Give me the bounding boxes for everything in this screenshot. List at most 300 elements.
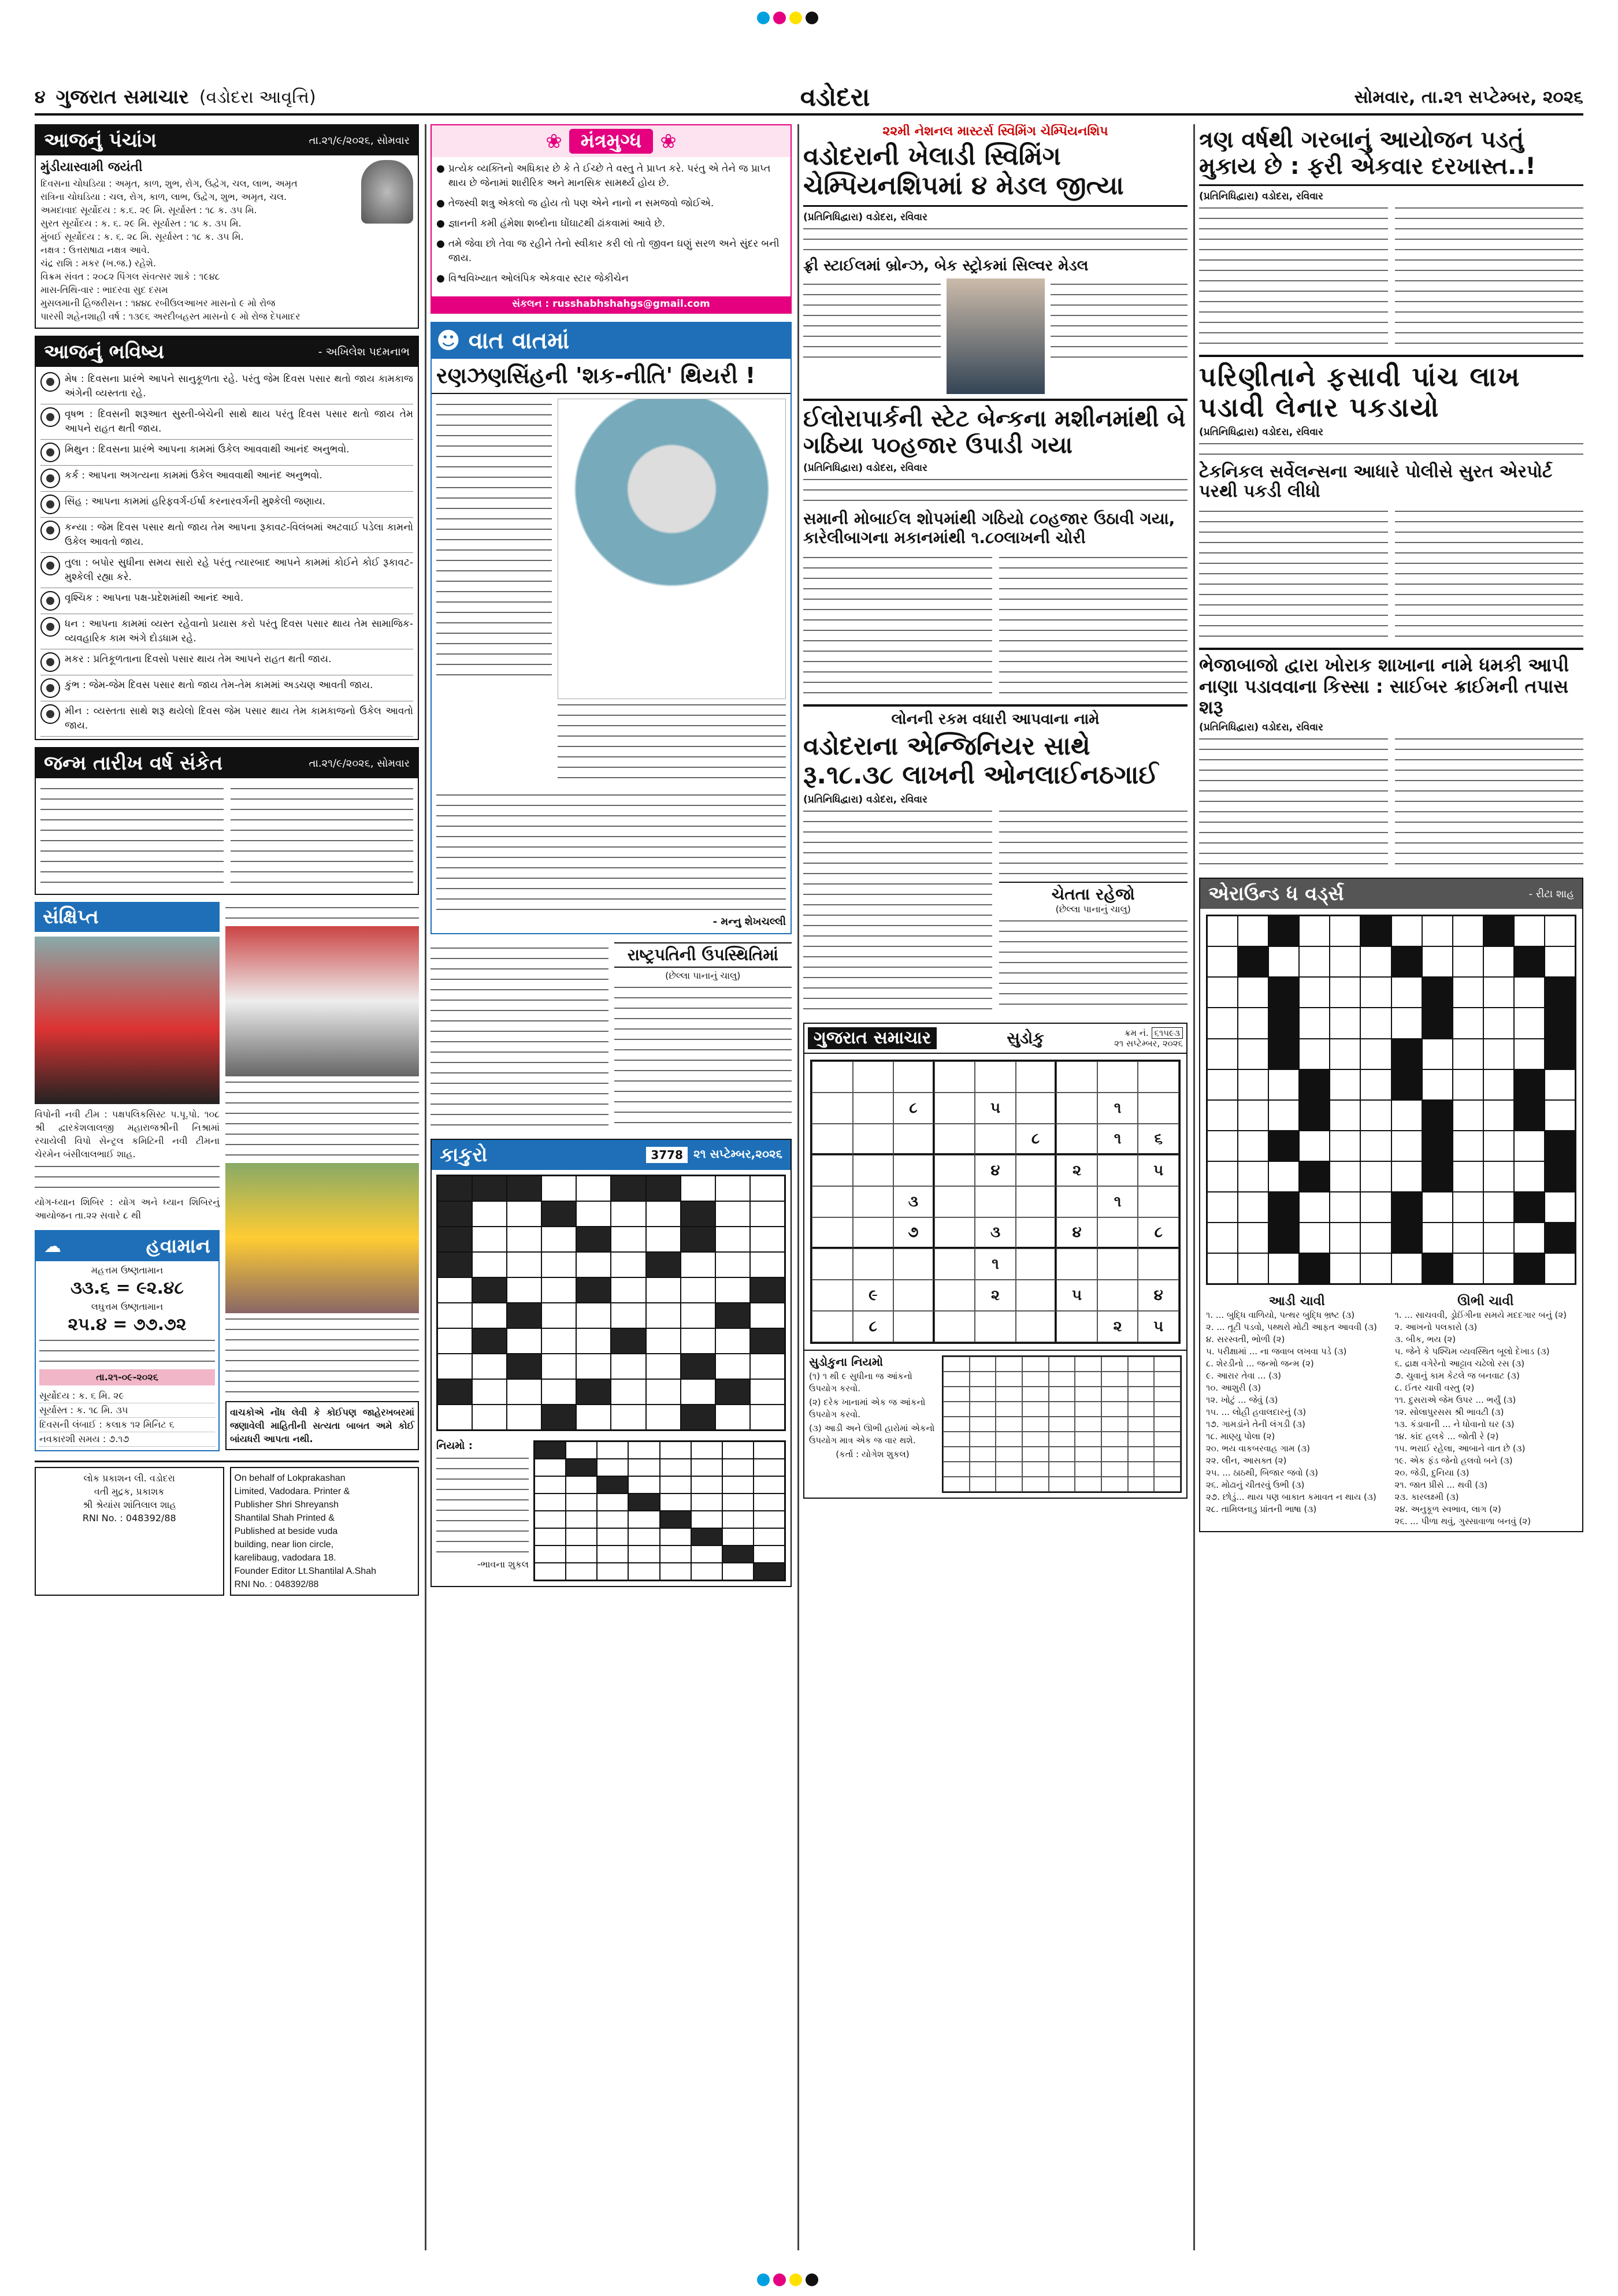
aadi-clue: ૧૮. માણ્યુ પોલા (૨) <box>1206 1431 1275 1441</box>
sudoku-cell[interactable]: ૧ <box>1097 1093 1138 1124</box>
kakuro-cell[interactable] <box>472 1354 507 1379</box>
sudoku-cell[interactable] <box>812 1155 853 1186</box>
kakuro-cell[interactable] <box>681 1252 715 1277</box>
kakuro-cell[interactable] <box>576 1354 611 1379</box>
kakuro-cell[interactable] <box>611 1252 645 1277</box>
sankshipt-header <box>35 902 220 932</box>
crossword-cell[interactable] <box>1514 977 1545 1008</box>
sudoku-cell[interactable] <box>975 1311 1016 1342</box>
sudoku-cell[interactable] <box>812 1249 853 1280</box>
crossword-cell[interactable] <box>1453 1223 1483 1253</box>
vaat-headline: રણઝણસિંહની 'શક-નીતિ' થિયરી ! <box>432 359 791 395</box>
sudoku-cell[interactable] <box>893 1280 934 1311</box>
sudoku-cell[interactable] <box>1138 1061 1179 1093</box>
sudoku-cell[interactable]: ૨ <box>1056 1155 1097 1186</box>
sudoku-cell[interactable]: ૫ <box>1138 1155 1179 1186</box>
sudoku-cell[interactable] <box>975 1061 1016 1093</box>
sudoku-cell[interactable] <box>853 1186 894 1217</box>
crossword-cell[interactable] <box>1422 1069 1453 1100</box>
sudoku-cell[interactable] <box>1056 1061 1097 1093</box>
kakuro-cell[interactable] <box>715 1328 750 1354</box>
sudoku-solution-cell <box>970 1357 996 1372</box>
kakuro-cell[interactable] <box>437 1328 472 1354</box>
kakuro-cell[interactable] <box>437 1277 472 1303</box>
crossword-cell[interactable] <box>1422 1039 1453 1069</box>
sudoku-cell[interactable]: ૮ <box>853 1311 894 1342</box>
sudoku-cell[interactable] <box>1138 1249 1179 1280</box>
kakuro-cell[interactable] <box>715 1252 750 1277</box>
ubhi-clue: ૧. ... સાચવવી, ડ્રોઈંગીના સમયે મદદગાર બનું (૨) <box>1394 1309 1567 1320</box>
sudoku-cell[interactable] <box>853 1217 894 1249</box>
crossword-cell[interactable] <box>1514 1008 1545 1038</box>
kakuro-cell[interactable] <box>681 1379 715 1405</box>
crossword-cell[interactable] <box>1360 1069 1391 1100</box>
crossword-cell[interactable] <box>1545 1192 1575 1223</box>
crossword-cell[interactable] <box>1330 1253 1360 1284</box>
kakuro-cell[interactable] <box>576 1328 611 1354</box>
sudoku-cell[interactable] <box>934 1280 975 1311</box>
kakuro-cell[interactable] <box>576 1201 611 1227</box>
crossword-cell[interactable] <box>1483 977 1514 1008</box>
kakuro-cell[interactable] <box>715 1176 750 1201</box>
crossword-cell[interactable] <box>1391 1100 1422 1131</box>
crossword-cell[interactable] <box>1514 1161 1545 1192</box>
engineer-kicker: લોનની રકમ વધારી આપવાના નામે <box>891 710 1100 728</box>
sudoku-cell[interactable] <box>853 1249 894 1280</box>
crossword-cell[interactable] <box>1545 946 1575 977</box>
kakuro-cell[interactable] <box>472 1405 507 1430</box>
sudoku-cell[interactable] <box>1056 1186 1097 1217</box>
sudoku-cell[interactable]: ૪ <box>1056 1217 1097 1249</box>
sudoku-cell[interactable] <box>934 1186 975 1217</box>
sudoku-cell[interactable] <box>893 1155 934 1186</box>
sudoku-cell[interactable] <box>812 1186 853 1217</box>
sudoku-cell[interactable] <box>1016 1093 1057 1124</box>
kakuro-cell[interactable] <box>541 1354 576 1379</box>
crossword-cell[interactable] <box>1238 1100 1268 1131</box>
sudoku-cell[interactable]: ૩ <box>975 1217 1016 1249</box>
crossword-cell[interactable] <box>1360 1161 1391 1192</box>
crossword-cell[interactable] <box>1483 1161 1514 1192</box>
kakuro-cell[interactable] <box>750 1201 785 1227</box>
kakuro-cell[interactable] <box>646 1354 681 1379</box>
sudoku-cell[interactable] <box>1138 1186 1179 1217</box>
imprint-english <box>230 1467 420 1596</box>
kakuro-cell[interactable] <box>472 1201 507 1227</box>
kakuro-solution-cell <box>535 1511 566 1528</box>
crossword-cell[interactable] <box>1391 977 1422 1008</box>
crossword-cell[interactable] <box>1483 1100 1514 1131</box>
crossword-cell[interactable] <box>1207 1253 1238 1284</box>
crossword-cell[interactable] <box>1330 977 1360 1008</box>
sudoku-cell[interactable]: ૪ <box>1138 1280 1179 1311</box>
sudoku-solution-cell <box>1128 1357 1155 1372</box>
sudoku-cell[interactable] <box>1056 1249 1097 1280</box>
crossword-cell[interactable] <box>1299 1192 1330 1223</box>
crossword-cell[interactable] <box>1360 977 1391 1008</box>
crossword-cell[interactable] <box>1422 916 1453 946</box>
kakuro-cell[interactable] <box>681 1277 715 1303</box>
kakuro-cell[interactable] <box>646 1201 681 1227</box>
crossword-cell[interactable] <box>1268 1161 1299 1192</box>
sudoku-cell[interactable] <box>934 1061 975 1093</box>
kakuro-cell[interactable] <box>715 1277 750 1303</box>
kakuro-cell[interactable] <box>750 1379 785 1405</box>
engineer-dateline: (પ્રતિનિધિદ્વારા) વડોદરા, રવિવાર <box>803 793 927 805</box>
crossword-cell[interactable] <box>1207 916 1238 946</box>
crossword-cell[interactable] <box>1330 1131 1360 1161</box>
kakuro-cell[interactable] <box>750 1176 785 1201</box>
crossword-cell[interactable] <box>1207 1223 1238 1253</box>
kakuro-cell[interactable] <box>611 1227 645 1252</box>
sudoku-cell[interactable] <box>1056 1124 1097 1155</box>
sudoku-cell[interactable] <box>934 1217 975 1249</box>
kakuro-clue-cell <box>437 1227 472 1252</box>
crossword-cell[interactable] <box>1483 1223 1514 1253</box>
crossword-cell[interactable] <box>1483 1039 1514 1069</box>
crossword-cell[interactable] <box>1514 1039 1545 1069</box>
kakuro-cell[interactable] <box>507 1252 541 1277</box>
crossword-cell[interactable] <box>1238 1008 1268 1038</box>
crossword-cell[interactable] <box>1238 1253 1268 1284</box>
crossword-cell[interactable] <box>1360 1223 1391 1253</box>
crossword-cell[interactable] <box>1391 1253 1422 1284</box>
sudoku-cell[interactable]: ૨ <box>1097 1311 1138 1342</box>
kakuro-cell[interactable] <box>541 1303 576 1328</box>
crossword-cell[interactable] <box>1453 1008 1483 1038</box>
crossword-cell[interactable] <box>1299 1131 1330 1161</box>
kakuro-cell[interactable] <box>472 1227 507 1252</box>
kakuro-cell[interactable] <box>541 1328 576 1354</box>
sudoku-cell[interactable] <box>975 1186 1016 1217</box>
sudoku-cell[interactable]: ૬ <box>1138 1124 1179 1155</box>
kakuro-cell[interactable] <box>472 1379 507 1405</box>
crossword-cell[interactable] <box>1360 1039 1391 1069</box>
crossword-cell[interactable] <box>1360 946 1391 977</box>
sudoku-solution-cell <box>1075 1357 1101 1372</box>
sudoku-cell[interactable] <box>812 1061 853 1093</box>
crossword-cell[interactable] <box>1360 1100 1391 1131</box>
sudoku-cell[interactable]: ૮ <box>893 1093 934 1124</box>
kakuro-cell[interactable] <box>507 1277 541 1303</box>
sudoku-cell[interactable] <box>934 1093 975 1124</box>
sudoku-cell[interactable] <box>1016 1217 1057 1249</box>
crossword-cell[interactable] <box>1207 1008 1238 1038</box>
sudoku-cell[interactable] <box>1056 1311 1097 1342</box>
sudoku-cell[interactable] <box>1097 1217 1138 1249</box>
kakuro-cell[interactable] <box>715 1354 750 1379</box>
kakuro-cell[interactable] <box>611 1277 645 1303</box>
quote-text: તમે જેવા છો તેવા જ રહીને તેનો સ્વીકાર કરી લો તો જીવન ઘણું સરળ અને સુંદર બની જાય. <box>448 238 780 265</box>
crossword-cell[interactable] <box>1453 1131 1483 1161</box>
crossword-cell[interactable] <box>1453 1253 1483 1284</box>
sudoku-cell[interactable]: ૫ <box>1138 1311 1179 1342</box>
crossword-block <box>1268 1192 1299 1223</box>
kakuro-solution-cell <box>628 1528 659 1545</box>
crossword-cell[interactable] <box>1453 1161 1483 1192</box>
sudoku-cell[interactable]: ૮ <box>1138 1217 1179 1249</box>
crossword-cell[interactable] <box>1514 916 1545 946</box>
horoscope-text: તુલા : બપોર સુધીના સમય સારો રહે પરંતુ ત્યારબાદ આપને કામમાં કોઈને કોઈ રૂકાવટ-મુશ્કેલી રહ્યા કરે. <box>65 557 413 584</box>
sudoku-cell[interactable] <box>812 1217 853 1249</box>
kakuro-cell[interactable] <box>611 1201 645 1227</box>
crossword-cell[interactable] <box>1330 1192 1360 1223</box>
crossword-cell[interactable] <box>1453 1069 1483 1100</box>
kakuro-cell[interactable] <box>646 1328 681 1354</box>
crossword-cell[interactable] <box>1391 1008 1422 1038</box>
kakuro-cell[interactable] <box>437 1405 472 1430</box>
crossword-cell[interactable] <box>1330 1039 1360 1069</box>
crossword-cell[interactable] <box>1514 1131 1545 1161</box>
sudoku-cell[interactable] <box>812 1124 853 1155</box>
crossword-cell[interactable] <box>1207 946 1238 977</box>
crossword-cell[interactable] <box>1422 1192 1453 1223</box>
kakuro-cell[interactable] <box>750 1354 785 1379</box>
kakuro-cell[interactable] <box>646 1277 681 1303</box>
kakuro-cell[interactable] <box>472 1303 507 1328</box>
crossword-cell[interactable] <box>1483 1131 1514 1161</box>
crossword-cell[interactable] <box>1453 1039 1483 1069</box>
crossword-cell[interactable] <box>1207 1100 1238 1131</box>
crossword-block <box>1422 977 1453 1008</box>
crossword-cell[interactable] <box>1299 977 1330 1008</box>
kakuro-cell[interactable] <box>646 1379 681 1405</box>
crossword-cell[interactable] <box>1330 916 1360 946</box>
kakuro-cell[interactable] <box>715 1201 750 1227</box>
kakuro-cell[interactable] <box>611 1405 645 1430</box>
kakuro-cell[interactable] <box>611 1379 645 1405</box>
sudoku-cell[interactable] <box>1097 1280 1138 1311</box>
kakuro-cell[interactable] <box>681 1303 715 1328</box>
kakuro-cell[interactable] <box>611 1303 645 1328</box>
crossword-cell[interactable] <box>1360 1192 1391 1223</box>
sudoku-solution-cell <box>1049 1447 1075 1462</box>
bullet-icon: ● <box>436 218 445 230</box>
sudoku-cell[interactable]: ૧ <box>1097 1186 1138 1217</box>
crossword-cell[interactable] <box>1545 1100 1575 1131</box>
crossword-cell[interactable] <box>1207 1161 1238 1192</box>
crossword-cell[interactable] <box>1299 1223 1330 1253</box>
bhavishya-header <box>36 337 418 367</box>
crossword-cell[interactable] <box>1299 946 1330 977</box>
sudoku-solution-cell <box>1022 1372 1049 1387</box>
sudoku-cell[interactable] <box>893 1311 934 1342</box>
sudoku-cell[interactable] <box>1016 1311 1057 1342</box>
sudoku-cell[interactable] <box>1016 1249 1057 1280</box>
crossword-cell[interactable] <box>1238 1039 1268 1069</box>
crossword-cell[interactable] <box>1360 1131 1391 1161</box>
kakuro-cell[interactable] <box>715 1405 750 1430</box>
crossword-cell[interactable] <box>1453 946 1483 977</box>
crossword-cell[interactable] <box>1207 977 1238 1008</box>
kakuro-cell[interactable] <box>507 1227 541 1252</box>
crossword-cell[interactable] <box>1453 1192 1483 1223</box>
kakuro-cell[interactable] <box>611 1354 645 1379</box>
sudoku-cell[interactable] <box>853 1155 894 1186</box>
kakuro-cell[interactable] <box>541 1252 576 1277</box>
kakuro-cell[interactable] <box>646 1303 681 1328</box>
horoscope-item <box>40 701 413 737</box>
crossword-cell[interactable] <box>1238 1223 1268 1253</box>
crossword-cell[interactable] <box>1238 1131 1268 1161</box>
sudoku-cell[interactable] <box>812 1280 853 1311</box>
kakuro-cell[interactable] <box>715 1227 750 1252</box>
sudoku-solution-cell <box>970 1477 996 1492</box>
kakuro-cell[interactable] <box>576 1252 611 1277</box>
kakuro-cell[interactable] <box>576 1303 611 1328</box>
sudoku-cell[interactable] <box>1056 1093 1097 1124</box>
crossword-cell[interactable] <box>1545 916 1575 946</box>
kakuro-cell[interactable] <box>576 1176 611 1201</box>
kakuro-cell[interactable] <box>507 1405 541 1430</box>
bhavishya-author: - અખિલેશ પદમનાભ <box>318 345 410 359</box>
crossword-cell[interactable] <box>1483 946 1514 977</box>
kakuro-clue-cell <box>681 1227 715 1252</box>
crossword-cell[interactable] <box>1483 1069 1514 1100</box>
crossword-cell[interactable] <box>1360 1253 1391 1284</box>
sudoku-cell[interactable] <box>1097 1249 1138 1280</box>
havaman-max-label: મહત્તમ ઉષ્ણતામાન <box>91 1265 164 1276</box>
crossword-cell[interactable] <box>1268 1100 1299 1131</box>
crossword-cell[interactable] <box>1207 1039 1238 1069</box>
sudoku-cell[interactable] <box>1138 1093 1179 1124</box>
sudoku-cell[interactable] <box>893 1124 934 1155</box>
kakuro-cell[interactable] <box>541 1277 576 1303</box>
crossword-cell[interactable] <box>1483 1192 1514 1223</box>
sudoku-cell[interactable] <box>812 1311 853 1342</box>
kakuro-cell[interactable] <box>750 1405 785 1430</box>
sudoku-solution-cell <box>1049 1357 1075 1372</box>
kakuro-clue-cell <box>646 1176 681 1201</box>
crossword-cell[interactable] <box>1483 1008 1514 1038</box>
sudoku-cell[interactable]: ૨ <box>975 1280 1016 1311</box>
sudoku-cell[interactable] <box>934 1155 975 1186</box>
kakuro-cell[interactable] <box>541 1227 576 1252</box>
crossword-cell[interactable] <box>1238 1192 1268 1223</box>
sudoku-cell[interactable] <box>975 1124 1016 1155</box>
crossword-cell[interactable] <box>1238 977 1268 1008</box>
crossword-cell[interactable] <box>1453 916 1483 946</box>
crossword-cell[interactable] <box>1299 916 1330 946</box>
kakuro-solution-cell <box>535 1563 566 1580</box>
crossword-cell[interactable] <box>1391 916 1422 946</box>
sudoku-cell[interactable]: ૪ <box>975 1155 1016 1186</box>
crossword-cell[interactable] <box>1268 1069 1299 1100</box>
crossword-cell[interactable] <box>1391 1131 1422 1161</box>
crossword-cell[interactable] <box>1330 946 1360 977</box>
crossword-cell[interactable] <box>1360 1008 1391 1038</box>
sudoku-cell[interactable]: ૧ <box>975 1249 1016 1280</box>
crossword-cell[interactable] <box>1514 1223 1545 1253</box>
sudoku-solution-cell <box>996 1462 1022 1477</box>
crossword-cell[interactable] <box>1238 1161 1268 1192</box>
crossword-cell[interactable] <box>1330 1069 1360 1100</box>
crossword-cell[interactable] <box>1483 1253 1514 1284</box>
sudoku-cell[interactable] <box>934 1124 975 1155</box>
crossword-cell[interactable] <box>1453 977 1483 1008</box>
crossword-cell[interactable] <box>1330 1161 1360 1192</box>
crossword-cell[interactable] <box>1299 1039 1330 1069</box>
kakuro-cell[interactable] <box>646 1227 681 1252</box>
crossword-cell[interactable] <box>1238 1069 1268 1100</box>
kakuro-clue-cell <box>437 1201 472 1227</box>
sudoku-cell[interactable]: ૫ <box>975 1093 1016 1124</box>
sudoku-solution-cell <box>1154 1462 1181 1477</box>
sudoku-cell[interactable] <box>1097 1155 1138 1186</box>
crossword-cell[interactable] <box>1238 916 1268 946</box>
crossword-cell[interactable] <box>1453 1100 1483 1131</box>
sudoku-cell[interactable] <box>893 1061 934 1093</box>
sudoku-cell[interactable]: ૯ <box>853 1280 894 1311</box>
sudoku-cell[interactable] <box>1016 1061 1057 1093</box>
sudoku-cell[interactable] <box>1097 1061 1138 1093</box>
kakuro-cell[interactable] <box>541 1379 576 1405</box>
kakuro-cell[interactable] <box>750 1227 785 1252</box>
sankshipt-item-1: વિપોની નવી ટીમ : પક્ષપલિકસિસ્ટ પ.પૂ.પો. ૧૦૮ શ્રી દ્વારકેશલાલજી મહારાજશ્રીની નિશ્રામાં રચાયેલી વિપો સેન્ટ્રલ કમિટિની નવી ટીમના ચેરમેન બંસીલાલભાઈ શાહ. <box>35 1109 220 1160</box>
kakuro-cell[interactable] <box>576 1405 611 1430</box>
crossword-cell[interactable] <box>1391 1161 1422 1192</box>
sudoku-cell[interactable]: ૩ <box>893 1186 934 1217</box>
crossword-cell[interactable] <box>1299 1008 1330 1038</box>
crossword-cell[interactable] <box>1330 1008 1360 1038</box>
sudoku-cell[interactable]: ૭ <box>893 1217 934 1249</box>
kakuro-cell[interactable] <box>472 1252 507 1277</box>
kakuro-cell[interactable] <box>507 1379 541 1405</box>
sudoku-cell[interactable]: ૮ <box>1016 1124 1057 1155</box>
kakuro-solution-cell <box>597 1441 628 1459</box>
kakuro-cell[interactable] <box>646 1405 681 1430</box>
crossword-cell[interactable] <box>1207 1131 1238 1161</box>
kakuro-cell[interactable] <box>681 1176 715 1201</box>
crossword-cell[interactable] <box>1330 1223 1360 1253</box>
kakuro-cell[interactable] <box>437 1303 472 1328</box>
kakuro-cell[interactable] <box>507 1201 541 1227</box>
sudoku-cell[interactable] <box>853 1093 894 1124</box>
kakuro-cell[interactable] <box>541 1176 576 1201</box>
kakuro-solution-cell <box>660 1511 691 1528</box>
crossword-cell[interactable] <box>1545 1253 1575 1284</box>
crossword-cell[interactable] <box>1330 1100 1360 1131</box>
crossword-block <box>1514 1069 1545 1100</box>
sudoku-cell[interactable] <box>934 1249 975 1280</box>
sudoku-cell[interactable] <box>853 1124 894 1155</box>
crossword-cell[interactable] <box>1207 1192 1238 1223</box>
kakuro-cell[interactable] <box>750 1303 785 1328</box>
kakuro-cell[interactable] <box>507 1328 541 1354</box>
kakuro-cell[interactable] <box>750 1252 785 1277</box>
sudoku-cell[interactable]: ૫ <box>1056 1280 1097 1311</box>
crossword-cell[interactable] <box>1545 1069 1575 1100</box>
sudoku-solution-cell <box>1022 1432 1049 1447</box>
crossword-cell[interactable] <box>1268 946 1299 977</box>
sudoku-cell[interactable] <box>1016 1280 1057 1311</box>
kakuro-cell[interactable] <box>437 1354 472 1379</box>
sudoku-cell[interactable] <box>934 1311 975 1342</box>
crossword-cell[interactable] <box>1268 1253 1299 1284</box>
crossword-cell[interactable] <box>1207 1069 1238 1100</box>
sudoku-cell[interactable]: ૧ <box>1097 1124 1138 1155</box>
sudoku-cell[interactable] <box>1016 1186 1057 1217</box>
sudoku-cell[interactable] <box>1016 1155 1057 1186</box>
sudoku-cell[interactable] <box>812 1093 853 1124</box>
crossword-cell[interactable] <box>1422 1223 1453 1253</box>
sudoku-cell[interactable] <box>853 1061 894 1093</box>
kakuro-cell[interactable] <box>681 1328 715 1354</box>
sudoku-cell[interactable] <box>893 1249 934 1280</box>
crossword-cell[interactable] <box>1422 946 1453 977</box>
kakuro-solution-cell <box>691 1476 722 1493</box>
bullet-icon: ● <box>436 273 445 285</box>
